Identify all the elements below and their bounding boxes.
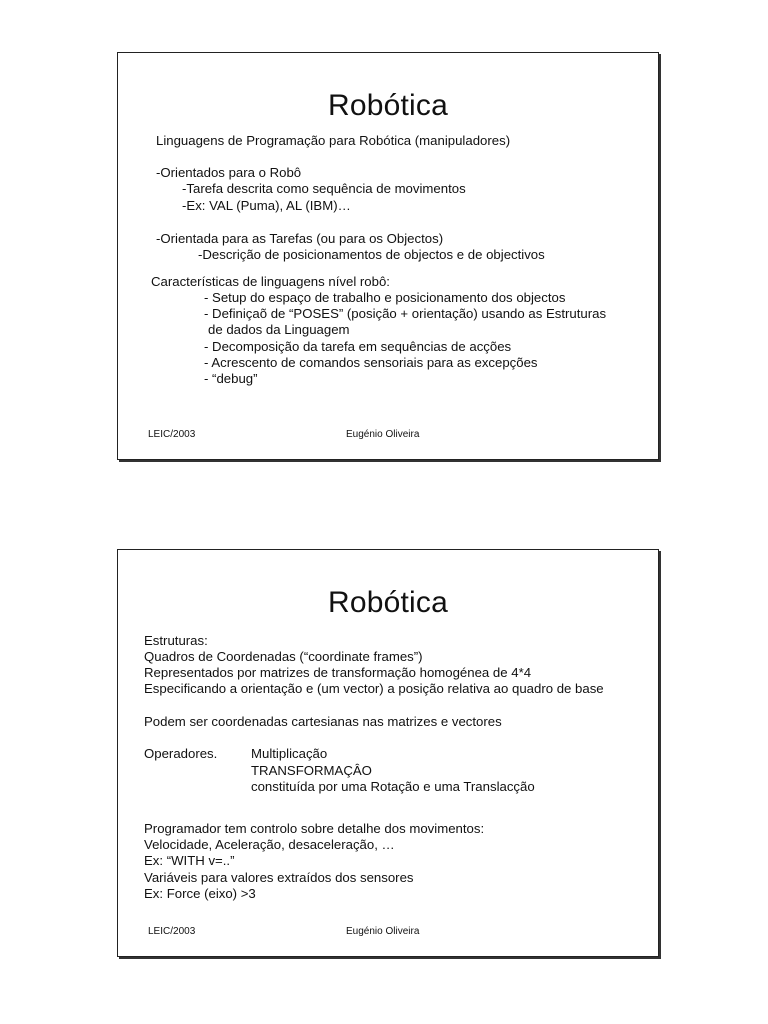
- slide-text-line: -Descrição de posicionamentos de objectos e de objectivos: [198, 247, 545, 262]
- slide-text-line: Características de linguagens nível robô:: [151, 274, 390, 289]
- slide-2: [117, 549, 659, 957]
- slide-text-line: - Setup do espaço de trabalho e posicionamento dos objectos: [204, 290, 566, 305]
- slide-title: Robótica: [327, 586, 448, 619]
- slide-1: [117, 52, 659, 460]
- footer-course: LEIC/2003: [148, 429, 196, 440]
- slide-text-line: Linguagens de Programação para Robótica (manipuladores): [156, 133, 511, 148]
- slide-text-line: - Acrescento de comandos sensoriais para as excepções: [204, 355, 538, 370]
- slide-text-line: Especificando a orientação e (um vector) a posição relativa ao quadro de base: [144, 681, 604, 696]
- slide-text-line: -Orientados para o Robô: [156, 165, 302, 180]
- slide-text-line: Ex: Force (eixo) >3: [144, 886, 256, 901]
- slide-text-line: de dados da Linguagem: [208, 322, 350, 337]
- slide-text-line: - “debug”: [204, 371, 258, 386]
- slide-text-line: Ex: “WITH v=..”: [144, 853, 235, 868]
- slide-text-line: Representados por matrizes de transformação homogénea de 4*4: [144, 665, 532, 680]
- slide-title: Robótica: [327, 89, 448, 122]
- slide-text-line: Programador tem controlo sobre detalhe dos movimentos:: [144, 821, 485, 836]
- slide-text-line: Estruturas:: [144, 633, 208, 648]
- footer-author: Eugénio Oliveira: [346, 429, 420, 440]
- slide-text-line: Podem ser coordenadas cartesianas nas matrizes e vectores: [144, 714, 502, 729]
- footer-course: LEIC/2003: [148, 926, 196, 937]
- slide-text-line: Variáveis para valores extraídos dos sensores: [144, 870, 414, 885]
- slide-text-line: - Definiçaõ de “POSES” (posição + orientação) usando as Estruturas: [204, 306, 607, 321]
- slide-text-line: -Orientada para as Tarefas (ou para os Objectos): [156, 231, 444, 246]
- slide-text-line: constituída por uma Rotação e uma Translacção: [251, 779, 535, 794]
- slide-text-line: -Tarefa descrita como sequência de movimentos: [182, 181, 466, 196]
- slide-text-line: - Decomposição da tarefa em sequências de acções: [204, 339, 512, 354]
- slide-text-line: Operadores.: [144, 746, 218, 761]
- slide-text-line: Multiplicação: [251, 746, 328, 761]
- footer-author: Eugénio Oliveira: [346, 926, 420, 937]
- slide-text-line: TRANSFORMAÇÂO: [251, 763, 372, 778]
- slide-text-line: Quadros de Coordenadas (“coordinate frames”): [144, 649, 423, 664]
- slide-text-line: -Ex: VAL (Puma), AL (IBM)…: [182, 198, 351, 213]
- slide-text-line: Velocidade, Aceleração, desaceleração, …: [144, 837, 395, 852]
